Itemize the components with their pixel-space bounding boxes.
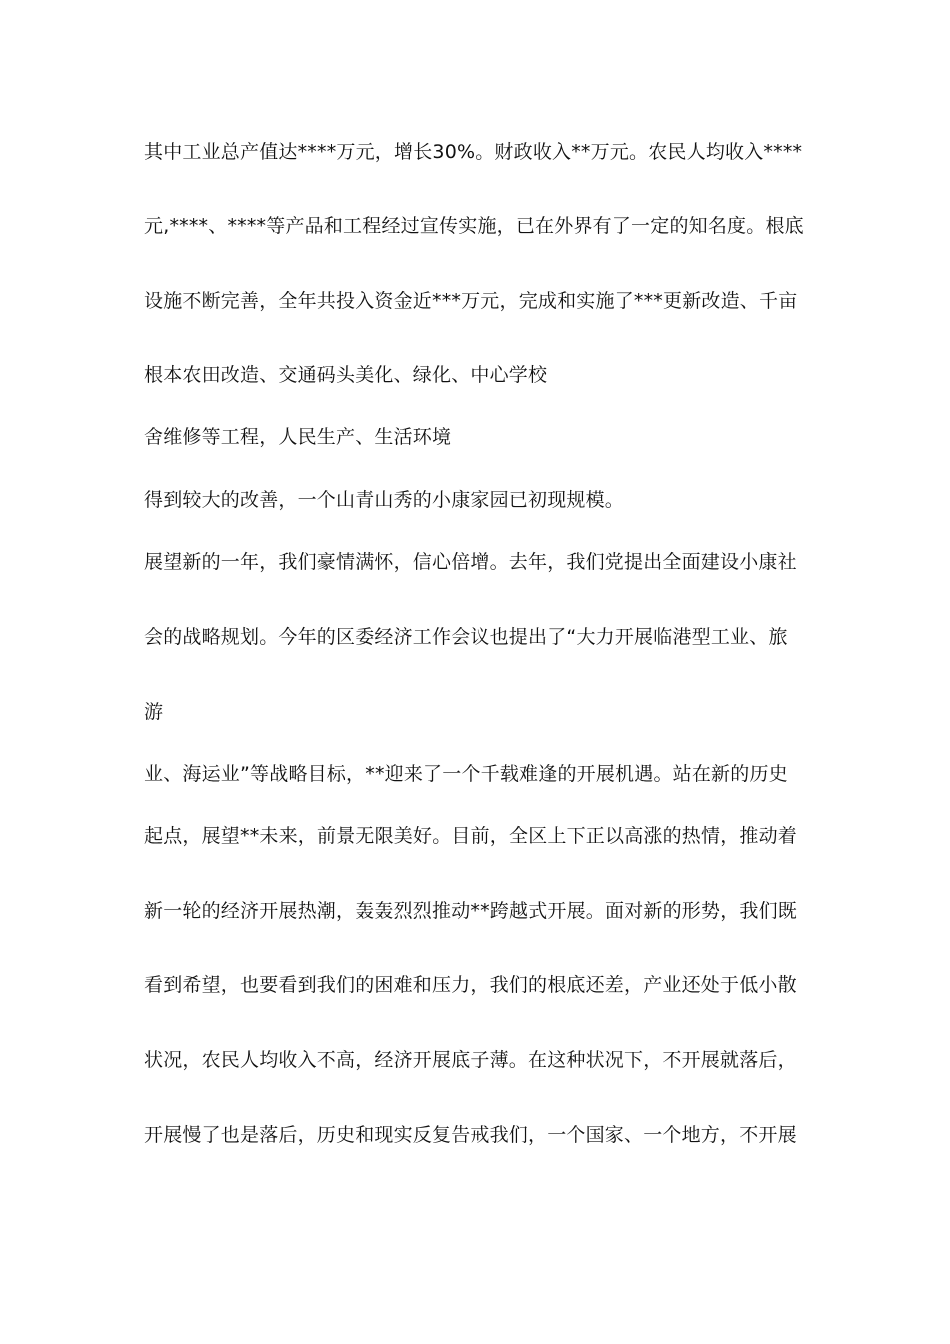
text-line-6: 得到较大的改善，一个山青山秀的小康家园已初现规模。 bbox=[144, 489, 625, 511]
text-line-5: 舍维修等工程，人民生产、生活环境 bbox=[144, 426, 452, 448]
text-line-11: 起点，展望**未来，前景无限美好。目前，全区上下正以高涨的热情，推动着 bbox=[144, 825, 798, 847]
text-line-13: 看到希望，也要看到我们的困难和压力，我们的根底还差，产业还处于低小散 bbox=[144, 974, 797, 996]
text-line-3: 设施不断完善，全年共投入资金近***万元，完成和实施了***更新改造、千亩 bbox=[144, 290, 798, 312]
text-line-1: 其中工业总产值达****万元，增长30%。财政收入**万元。农民人均收入**** bbox=[144, 141, 803, 163]
text-line-7: 展望新的一年，我们豪情满怀，信心倍增。去年，我们党提出全面建设小康社 bbox=[144, 551, 797, 573]
text-line-9: 游 bbox=[144, 701, 164, 723]
text-line-15: 开展慢了也是落后，历史和现实反复告戒我们，一个国家、一个地方，不开展 bbox=[144, 1124, 797, 1146]
text-line-10: 业、海运业”等战略目标，**迎来了一个千载难逢的开展机遇。站在新的历史 bbox=[144, 763, 788, 785]
text-line-4: 根本农田改造、交通码头美化、绿化、中心学校 bbox=[144, 364, 548, 386]
text-line-2: 元,****、****等产品和工程经过宣传实施，已在外界有了一定的知名度。根底 bbox=[144, 215, 804, 237]
text-line-14: 状况，农民人均收入不高，经济开展底子薄。在这种状况下，不开展就落后， bbox=[144, 1049, 797, 1071]
text-line-12: 新一轮的经济开展热潮，轰轰烈烈推动**跨越式开展。面对新的形势，我们既 bbox=[144, 900, 798, 922]
text-line-8: 会的战略规划。今年的区委经济工作会议也提出了“大力开展临港型工业、旅 bbox=[144, 626, 788, 648]
